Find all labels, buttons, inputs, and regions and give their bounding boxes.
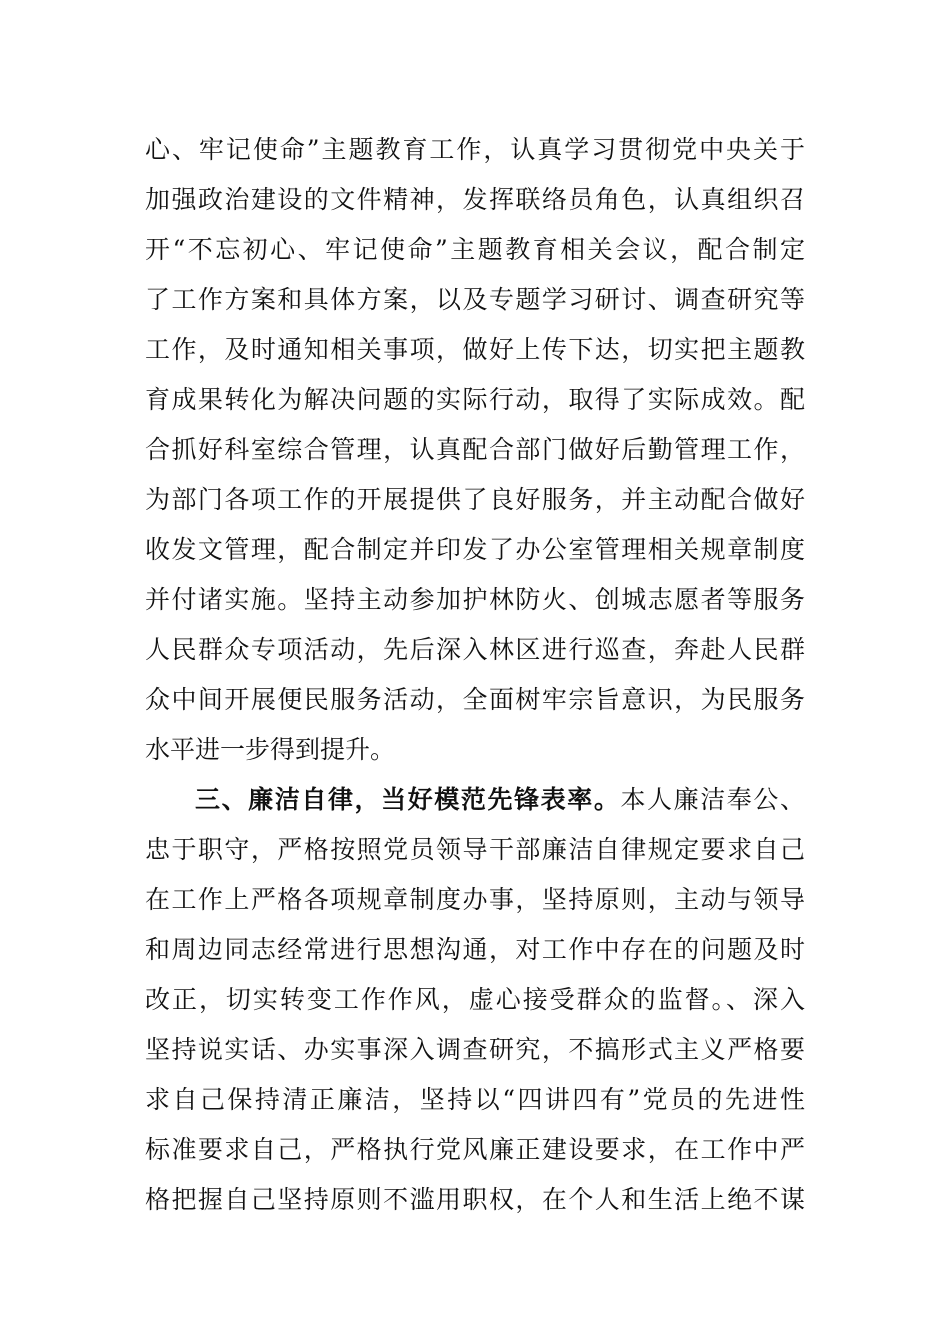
paragraph-1-line-3: 开“不忘初心、牢记使命”主题教育相关会议，配合制定 bbox=[145, 235, 805, 264]
paragraph-2-line-7: 求自己保持清正廉洁，坚持以“四讲四有”党员的先进性 bbox=[145, 1085, 805, 1114]
paragraph-1-line-11: 人民群众专项活动，先后深入林区进行巡查，奔赴人民群 bbox=[145, 635, 805, 664]
paragraph-2-line-6: 坚持说实话、办实事深入调查研究，不搞形式主义严格要 bbox=[145, 1035, 805, 1064]
paragraph-1-line-13: 水平进一步得到提升。 bbox=[145, 735, 396, 764]
paragraph-2-line-9: 格把握自己坚持原则不滥用职权，在个人和生活上绝不谋 bbox=[145, 1185, 805, 1214]
paragraph-1-line-7: 合抓好科室综合管理，认真配合部门做好后勤管理工作， bbox=[145, 435, 805, 464]
paragraph-2-line-2: 忠于职守，严格按照党员领导干部廉洁自律规定要求自己 bbox=[145, 835, 805, 864]
paragraph-2-line-1 bbox=[195, 782, 805, 818]
paragraph-1-line-4: 了工作方案和具体方案，以及专题学习研讨、调查研究等 bbox=[145, 285, 805, 314]
paragraph-1-line-1: 心、牢记使命”主题教育工作，认真学习贯彻党中央关于 bbox=[145, 135, 805, 164]
paragraph-1-line-9: 收发文管理，配合制定并印发了办公室管理相关规章制度 bbox=[145, 535, 805, 564]
paragraph-2-line-3: 在工作上严格各项规章制度办事，坚持原则，主动与领导 bbox=[145, 885, 805, 914]
paragraph-2-line-8: 标准要求自己，严格执行党风廉正建设要求，在工作中严 bbox=[145, 1135, 805, 1164]
section-heading: 三、廉洁自律，当好模范先锋表率。 bbox=[195, 785, 621, 814]
paragraph-2-line-1-text: 本人廉洁奉公、 bbox=[620, 785, 805, 814]
paragraph-1-line-12: 众中间开展便民服务活动，全面树牢宗旨意识，为民服务 bbox=[145, 685, 805, 714]
paragraph-1-line-5: 工作，及时通知相关事项，做好上传下达，切实把主题教 bbox=[145, 335, 805, 364]
paragraph-1-line-6: 育成果转化为解决问题的实际行动，取得了实际成效。配 bbox=[145, 385, 805, 414]
paragraph-2-line-5: 改正，切实转变工作作风，虚心接受群众的监督。、深入 bbox=[145, 985, 805, 1014]
paragraph-2-line-4: 和周边同志经常进行思想沟通，对工作中存在的问题及时 bbox=[145, 935, 805, 964]
paragraph-1-line-10: 并付诸实施。坚持主动参加护林防火、创城志愿者等服务 bbox=[145, 585, 805, 614]
paragraph-1-line-2: 加强政治建设的文件精神，发挥联络员角色，认真组织召 bbox=[145, 185, 805, 214]
paragraph-1-line-8: 为部门各项工作的开展提供了良好服务，并主动配合做好 bbox=[145, 485, 805, 514]
